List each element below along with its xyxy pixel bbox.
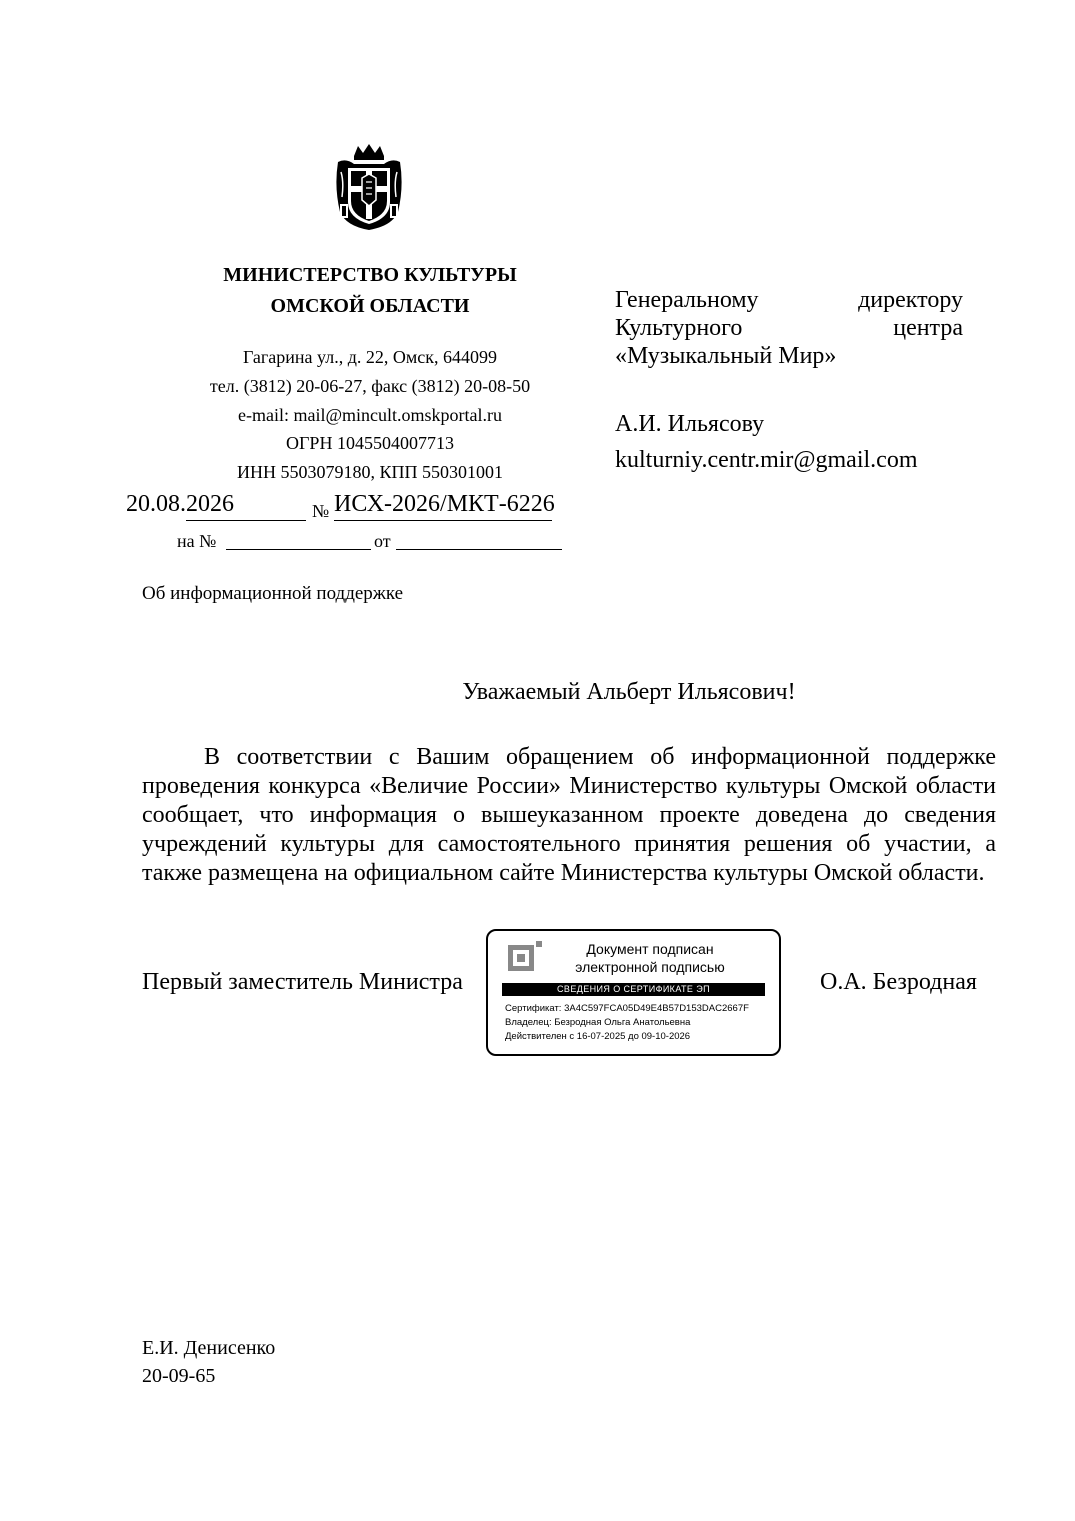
org-phone: тел. (3812) 20-06-27, факс (3812) 20-08-50 (209, 376, 531, 396)
signer-name: О.А. Безродная (820, 969, 977, 995)
signature-stamp-icon (508, 941, 542, 975)
reply-to-label: на № (177, 531, 217, 551)
org-name-line2: ОМСКОЙ ОБЛАСТИ (270, 295, 470, 317)
executor-phone: 20-09-65 (142, 1365, 216, 1387)
stamp-title-line1: Документ подписан (586, 941, 714, 957)
executor-name: Е.И. Денисенко (142, 1337, 276, 1359)
org-email: e-mail: mail@mincult.omskportal.ru (237, 405, 503, 425)
stamp-valid: Действителен с 16-07-2025 до 09-10-2026 (505, 1031, 691, 1042)
registration-number-sign: № (312, 501, 330, 521)
org-name-line1: МИНИСТЕРСТВО КУЛЬТУРЫ (223, 264, 517, 286)
recipient-name: А.И. Ильясову (615, 411, 765, 437)
stamp-bar: СВЕДЕНИЯ О СЕРТИФИКАТЕ ЭП (502, 983, 765, 996)
recipient-line2-word1: Культурного (615, 315, 743, 341)
stamp-title (550, 940, 750, 976)
recipient-line2 (615, 314, 963, 342)
reply-from-underline (396, 549, 562, 550)
registration-number: ИСХ-2026/МКТ-6226 (334, 491, 555, 517)
recipient-line1-word1: Генеральному (615, 287, 759, 313)
reply-from-label: от (374, 531, 391, 551)
org-address: Гагарина ул., д. 22, Омск, 644099 (242, 347, 498, 367)
org-ogrn: ОГРН 1045504007713 (286, 433, 454, 453)
registration-date-underline (186, 520, 306, 521)
greeting: Уважаемый Альберт Ильясович! (462, 679, 796, 705)
stamp-title-line2: электронной подписью (575, 959, 725, 975)
stamp-owner: Владелец: Безродная Ольга Анатольевна (505, 1017, 691, 1028)
recipient-line1-word2: директору (858, 287, 963, 313)
registration-number-underline (334, 520, 552, 521)
letter-body: В соответствии с Вашим обращением об информационной поддержке проведения конкурса «Величие России» Министерство культуры Омской области сообщает, что информация о вышеуказанном проекте доведена до сведения учреждений культуры для самостоятельного принятия решения об участии, а также размещена на официальном сайте Министерства культуры Омской области. (142, 744, 996, 886)
recipient-line3: «Музыкальный Мир» (615, 343, 837, 369)
letter-subject: Об информационной поддержке (142, 583, 404, 604)
stamp-certificate: Сертификат: 3A4C597FCA05D49E4B57D153DAC2667F (505, 1003, 749, 1014)
recipient-line1 (615, 286, 963, 314)
org-inn-kpp: ИНН 5503079180, КПП 550301001 (236, 462, 503, 482)
reply-to-underline (226, 549, 371, 550)
recipient-email: kulturniy.centr.mir@gmail.com (615, 447, 918, 473)
registration-date: 20.08.2026 (126, 491, 234, 517)
electronic-signature-stamp (486, 929, 781, 1056)
signer-position: Первый заместитель Министра (142, 969, 463, 995)
recipient-line2-word2: центра (893, 315, 963, 341)
omsk-coat-of-arms-icon (332, 142, 406, 232)
recipient-block (615, 286, 963, 370)
